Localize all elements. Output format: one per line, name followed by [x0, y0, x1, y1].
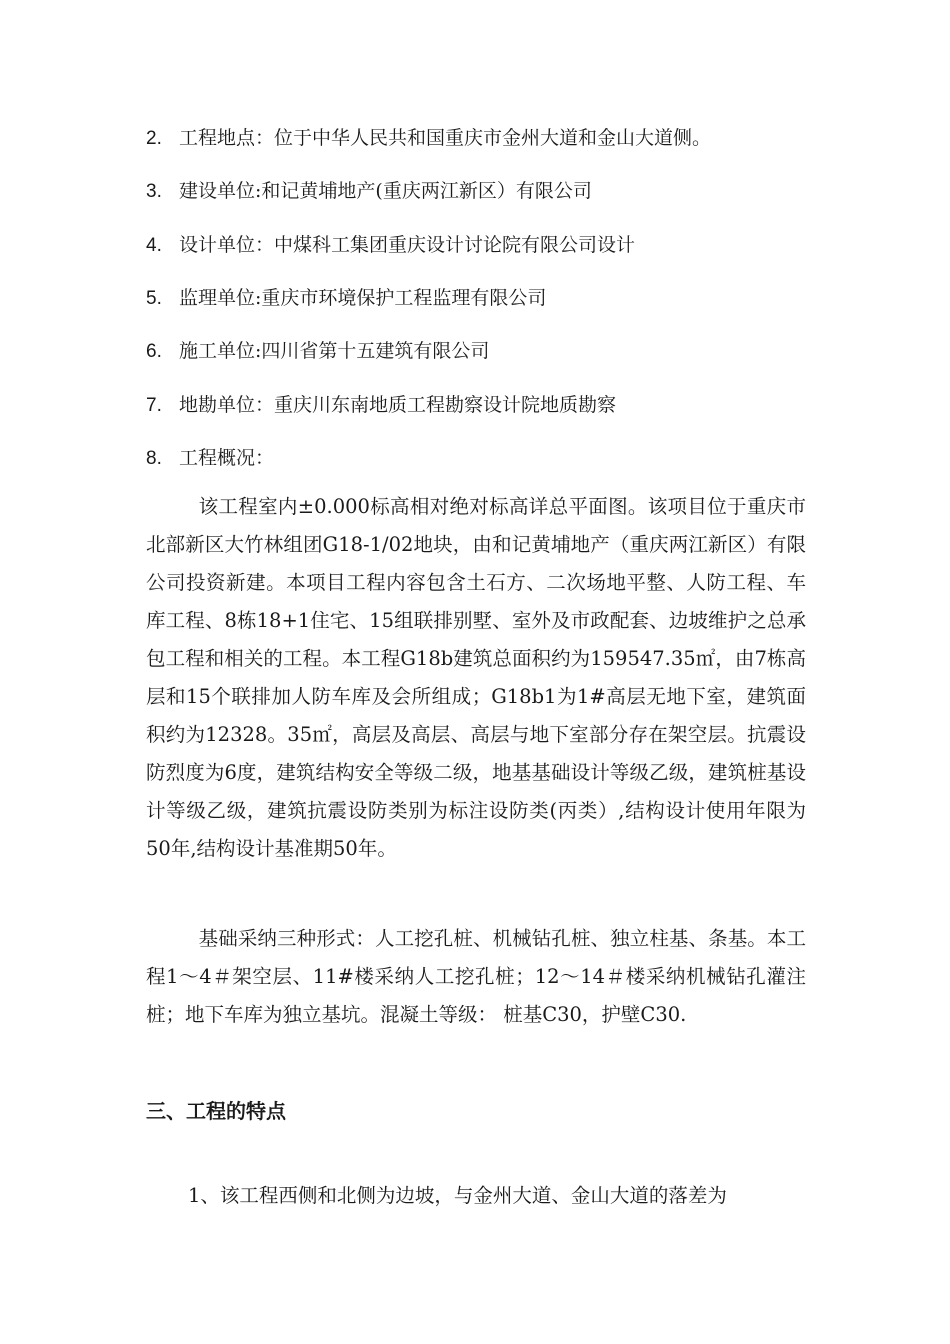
- list-number: 3.: [146, 181, 162, 202]
- foundation-paragraph: 基础采纳三种形式：人工挖孔桩、机械钻孔桩、独立柱基、条基。本工程1～4＃架空层、11#楼采纳人工挖孔桩；12～14＃楼采纳机械钻孔灌注桩；地下车库为独立基坑。混凝土等级： 桩基C30，护壁C30.: [146, 927, 806, 1026]
- list-text: 监理单位:重庆市环境保护工程监理有限公司: [179, 287, 547, 309]
- list-item-developer: [146, 177, 826, 206]
- list-item-location: [146, 124, 826, 153]
- list-number: 2.: [146, 128, 162, 149]
- list-item-designer: [146, 231, 826, 260]
- list-number: 6.: [146, 341, 162, 362]
- list-text: 建设单位:和记黄埔地产(重庆两江新区）有限公司: [179, 180, 592, 202]
- list-item-overview: [146, 444, 826, 473]
- list-number: 4.: [146, 235, 162, 256]
- section-heading: 三、工程的特点: [146, 1099, 286, 1123]
- list-number: 7.: [146, 395, 162, 416]
- list-number: 5.: [146, 288, 162, 309]
- list-item-supervisor: [146, 284, 826, 313]
- list-text: 设计单位：中煤科工集团重庆设计讨论院有限公司设计: [179, 234, 636, 256]
- list-text: 工程地点：位于中华人民共和国重庆市金州大道和金山大道侧。: [179, 127, 712, 149]
- list-item-survey: [146, 391, 826, 420]
- overview-paragraph: 该工程室内±0.000标高相对绝对标高详总平面图。该项目位于重庆市北部新区大竹林组团G18-1/02地块，由和记黄埔地产（重庆两江新区）有限公司投资新建。本项目工程内容包含土石方、二次场地平整、人防工程、车库工程、8栋18+1住宅、15组联排别墅、室外及市政配套、边坡维护之总承包工程和相关的工程。本工程G18b建筑总面积约为159547.35㎡，由7栋高层和15个联排加人防车库及会所组成；G18b1为1#高层无地下室，建筑面积约为12328。35㎡，高层及高层、高层与地下室部分存在架空层。抗震设防烈度为6度，建筑结构安全等级二级，地基基础设计等级乙级，建筑桩基设计等级乙级，建筑抗震设防类别为标注设防类(丙类）,结构设计使用年限为50年,结构设计基准期50年。: [146, 495, 806, 860]
- list-text: 施工单位:四川省第十五建筑有限公司: [179, 340, 490, 362]
- list-text: 地勘单位：重庆川东南地质工程勘察设计院地质勘察: [179, 394, 617, 416]
- list-text: 工程概况：: [179, 447, 275, 469]
- list-item-contractor: [146, 337, 826, 366]
- list-number: 8.: [146, 448, 162, 469]
- feature-item-1: 1、该工程西侧和北侧为边坡，与金州大道、金山大道的落差为: [188, 1184, 727, 1207]
